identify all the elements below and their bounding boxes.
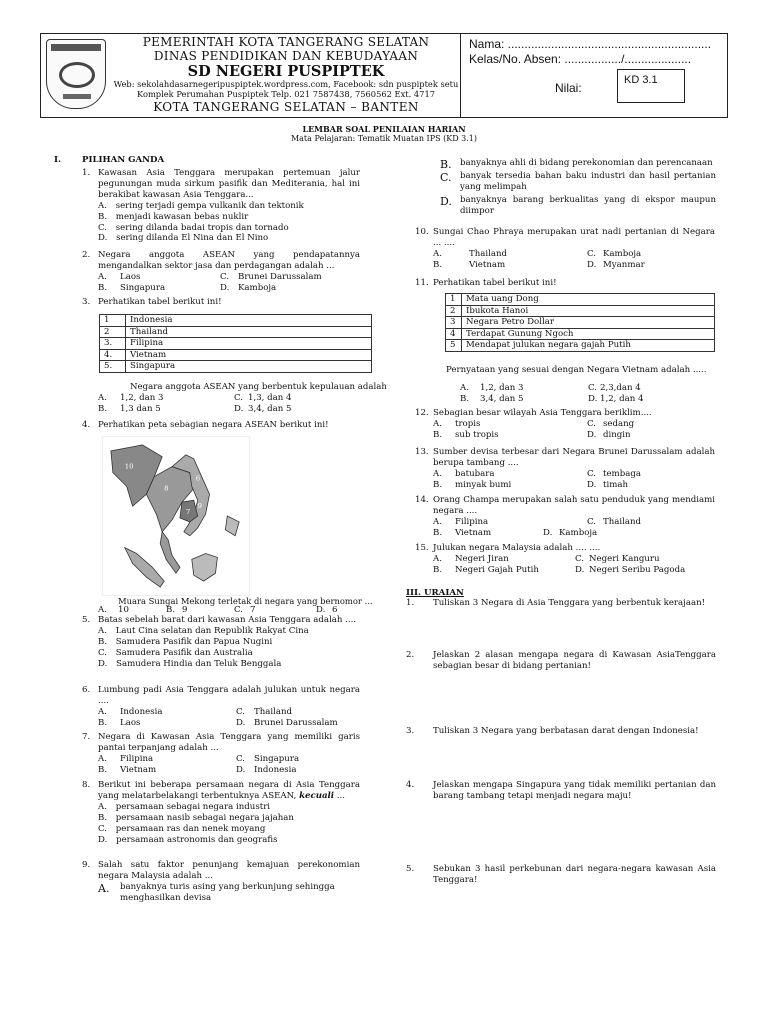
school-web: Web: sekolahdasarnegeripuspiptek.wordpress.com, Facebook: sdn puspiptek setu (113, 79, 459, 90)
option-b[interactable]: 1,3 dan 5 (120, 404, 161, 414)
map-label: 7 (185, 508, 191, 517)
q-text: Jelaskan 2 alasan mengapa negara di Kawasan AsiaTenggara sebagian besar di bidang pertanian! (433, 650, 716, 671)
option-a[interactable]: sering terjadi gempa vulkanik dan tektonik (115, 200, 304, 211)
q-text: Tuliskan 3 Negara yang berbatasan darat dengan Indonesia! (433, 726, 699, 736)
question-8: 8. Berikut ini beberapa persamaan negara di Asia Tenggara yang melatarbelakangi terbentuknya ASEAN, kecuali ... A. persamaan sebagai negara industri B. persamaan nasib sebagai negara jajahan C. persamaan ras dan nenek moyang D. persamaan astronomis dan geografis (82, 780, 360, 845)
dept-name: DINAS PENDIDIKAN DAN KEBUDAYAAN (153, 48, 419, 63)
question-14: 14. Orang Champa merupakan salah satu penduduk yang mendiami negara .... A. Filipina C. Thailand B. Vietnam D. Kamboja (415, 495, 715, 538)
student-info (461, 34, 727, 117)
option-d[interactable]: 3,4, dan 5 (248, 404, 292, 414)
option-a[interactable]: Indonesia (120, 706, 163, 717)
score-label: Nilai: (555, 81, 582, 95)
option-b[interactable]: 9 (182, 605, 188, 615)
option-d[interactable]: timah (603, 479, 629, 490)
question-11: 11. Perhatikan tabel berikut ini! (415, 278, 715, 289)
option-c[interactable]: Kamboja (603, 248, 642, 259)
question-5: 5. Batas sebelah barat dari kawasan Asia Tenggara adalah .... A. Laut Cina selatan dan Republik Rakyat Cina B. Samudera Pasifik dan Papua Nugini C. Samudera Pasifik dan Australia D. Samudera Hindia dan Teluk Benggala (82, 615, 360, 670)
map-label: 10 (124, 462, 134, 471)
q-text: Sungai Chao Phraya merupakan urat nadi pertanian di Negara ... .... (433, 227, 715, 248)
option-c[interactable]: 1,3, dan 4 (248, 393, 292, 403)
q-text: Salah satu faktor penunjang kemajuan perekonomian negara Malaysia adalah ... (98, 860, 360, 881)
option-c[interactable]: Negeri Kanguru (589, 553, 660, 564)
question-2: 2. Negara anggota ASEAN yang pendapatannya mengandalkan sektor jasa dan perdagangan adalah ... A. Laos C. Brunei Darussalam B. Singapura D. Kamboja (82, 250, 360, 293)
q-text: Jelaskan mengapa Singapura yang tidak memiliki pertanian dan barang tambang tetapi menjadi negara maju! (433, 780, 716, 801)
q-text: Sebagian besar wilayah Asia Tenggara beriklim.... (433, 408, 652, 418)
school-identity (41, 34, 461, 117)
asean-map (102, 436, 250, 596)
table-caption: Pernyataan yang sesuai dengan Negara Vietnam adalah ..... (446, 365, 707, 375)
option-a[interactable]: 1,2, dan 3 (120, 393, 164, 403)
question-1: 1. Kawasan Asia Tenggara merupakan pertemuan jalur pegunungan muda sirkum pasifik dan Mediterania, hal ini berakibat kawasan Asia Tenggara... A. sering terjadi gempa vulkanik dan tektonik B. menjadi kawasan bebas nuklir C. sering dilanda badai tropis dan tornado D. sering dilanda El Nina dan El Nino (82, 168, 360, 244)
section-number: I. (54, 155, 62, 165)
q-text: Berikut ini beberapa persamaan negara di Asia Tenggara yang melatarbelakangi terbentuknya ASEAN, kecuali ... (98, 780, 360, 801)
option-b[interactable]: sub tropis (455, 429, 499, 440)
option-d[interactable]: 6 (332, 605, 338, 615)
option-c[interactable]: persamaan ras dan nenek moyang (115, 823, 266, 834)
option-c[interactable]: banyak tersedia bahan baku industri dan hasil pertanian yang melimpah (460, 170, 716, 192)
option-c[interactable]: Samudera Pasifik dan Australia (115, 647, 253, 658)
option-c[interactable]: Brunei Darussalam (238, 271, 322, 282)
option-a[interactable]: Filipina (120, 753, 154, 764)
option-c[interactable]: Thailand (603, 516, 642, 527)
q-number: 1. (82, 168, 91, 178)
option-d[interactable]: Samudera Hindia dan Teluk Benggala (116, 658, 282, 669)
option-b[interactable]: Laos (120, 717, 141, 728)
kd-box: KD 3.1 (617, 69, 685, 103)
option-b[interactable]: Vietnam (120, 764, 157, 775)
letterhead (40, 33, 728, 118)
map-region (192, 553, 218, 581)
option-d[interactable]: Kamboja (238, 282, 277, 293)
question-9: 9. Salah satu faktor penunjang kemajuan perekonomian negara Malaysia adalah ... A. banyaknya turis asing yang berkunjung sehingga menghasilkan devisa (82, 860, 360, 903)
option-b[interactable]: Singapura (120, 282, 166, 293)
option-b[interactable]: Negeri Gajah Putih (455, 564, 539, 575)
city-logo (46, 39, 106, 109)
option-c[interactable]: Thailand (254, 706, 293, 717)
option-a[interactable]: 10 (118, 605, 129, 615)
map-label: 9 (197, 502, 203, 511)
option-a[interactable]: Thailand (469, 248, 508, 259)
option-a[interactable]: Filipina (455, 516, 489, 527)
essay-5: 5. Sebukan 3 hasil perkebunan dari negara-negara kawasan Asia Tenggara! (406, 864, 716, 885)
school-name: SD NEGERI PUSPIPTEK (187, 62, 385, 80)
q-text: Tuliskan 3 Negara di Asia Tenggara yang berbentuk kerajaan! (433, 598, 706, 608)
option-c[interactable]: 2,3,dan 4 (600, 383, 641, 393)
question-12: 12. Sebagian besar wilayah Asia Tenggara beriklim.... A. tropis C. sedang B. sub tropis D. dingin (415, 408, 715, 441)
essay-1: 1. Tuliskan 3 Negara di Asia Tenggara yang berbentuk kerajaan! (406, 598, 716, 609)
section-title: PILIHAN GANDA (82, 155, 165, 165)
table-caption: Negara anggota ASEAN yang berbentuk kepulauan adalah (130, 382, 387, 392)
option-b[interactable]: menjadi kawasan bebas nuklir (115, 211, 249, 222)
q-text: Orang Champa merupakan salah satu penduduk yang mendiami negara .... (433, 495, 715, 516)
q-text: Batas sebelah barat dari kawasan Asia Tenggara adalah .... (98, 615, 357, 625)
logo-base (63, 94, 91, 99)
option-c[interactable]: tembaga (603, 468, 641, 479)
sheet-title: LEMBAR SOAL PENILAIAN HARIAN (302, 124, 466, 134)
question-13: 13. Sumber devisa terbesar dari Negara Brunei Darussalam adalah berupa tambang .... A. batubara C. tembaga B. minyak bumi D. timah (415, 447, 715, 490)
q-text: Sebukan 3 hasil perkebunan dari negara-negara kawasan Asia Tenggara! (433, 864, 716, 885)
map-label: 8 (164, 484, 169, 493)
option-a[interactable]: persamaan sebagai negara industri (115, 801, 271, 812)
option-c[interactable]: 7 (250, 605, 256, 615)
question-3: 3. Perhatikan tabel berikut ini! (82, 297, 360, 308)
gov-name: PEMERINTAH KOTA TANGERANG SELATAN (142, 35, 430, 49)
option-d[interactable]: Indonesia (254, 764, 297, 775)
option-a[interactable]: 1,2, dan 3 (480, 383, 524, 393)
q11-options: A. 1,2, dan 3 C. 2,3,dan 4 B. 3,4, dan 5 D. 1,2, dan 4 (460, 383, 644, 404)
map-region (160, 532, 180, 573)
q-text: Perhatikan tabel berikut ini! (98, 297, 222, 307)
essay-2: 2. Jelaskan 2 alasan mengapa negara di Kawasan AsiaTenggara sebagian besar di bidang pertanian! (406, 650, 716, 671)
essay-section-title: III. URAIAN (406, 588, 464, 598)
option-d[interactable]: Brunei Darussalam (254, 717, 338, 728)
q-text: Sumber devisa terbesar dari Negara Brunei Darussalam adalah berupa tambang .... (433, 447, 715, 468)
q-text: Negara di Kawasan Asia Tenggara yang memiliki garis pantai terpanjang adalah ... (98, 732, 360, 753)
school-city: KOTA TANGERANG SELATAN – BANTEN (153, 100, 419, 115)
option-d[interactable]: persamaan astronomis dan geografis (116, 834, 278, 845)
logo-emblem (59, 62, 95, 88)
option-d[interactable]: Kamboja (559, 527, 598, 538)
option-d[interactable]: 1,2, dan 4 (600, 394, 644, 404)
logo-banner (51, 44, 101, 51)
question-6: 6. Lumbung padi Asia Tenggara adalah julukan untuk negara .... A. Indonesia C. Thailand B. Laos D. Brunei Darussalam (82, 685, 360, 728)
essay-3: 3. Tuliskan 3 Negara yang berbatasan darat dengan Indonesia! (406, 726, 716, 737)
name-field[interactable]: Nama: ............................................................. (469, 37, 712, 51)
option-d[interactable]: Negeri Seribu Pagoda (589, 564, 686, 575)
map-region (125, 548, 164, 587)
q-text: Julukan negara Malaysia adalah .... .... (433, 543, 601, 553)
q-text: Kawasan Asia Tenggara merupakan pertemuan jalur pegunungan muda sirkum pasifik dan Mediterania, hal ini berakibat kawasan Asia Tenggara... (98, 168, 360, 200)
option-b[interactable]: minyak bumi (455, 479, 512, 490)
map-label: 6 (195, 474, 201, 483)
q-text: Perhatikan peta sebagian negara ASEAN berikut ini! (98, 420, 329, 430)
option-b[interactable]: Samudera Pasifik dan Papua Nugini (115, 636, 273, 647)
option-d[interactable]: sering dilanda El Nina dan El Nino (116, 233, 269, 244)
option-c[interactable]: Singapura (254, 753, 300, 764)
sheet-subtitle: Mata Pelajaran: Tematik Muatan IPS (KD 3.1) (290, 134, 478, 143)
option-d[interactable]: Myanmar (603, 259, 645, 270)
q-text: Negara anggota ASEAN yang pendapatannya mengandalkan sektor jasa dan perdagangan adalah ... (98, 250, 360, 271)
option-b[interactable]: persamaan nasib sebagai negara jajahan (115, 812, 294, 823)
question-9-continued: B. banyaknya ahli di bidang perekonomian dan perencanaan C. banyak tersedia bahan baku industri dan hasil pertanian yang melimpah D. banyaknya barang berkualitas yang di ekspor maupun diimpor (440, 158, 716, 216)
option-a[interactable]: banyaknya turis asing yang berkunjung sehingga menghasilkan devisa (120, 881, 335, 903)
option-d[interactable]: dingin (603, 429, 631, 440)
map-caption: Muara Sungai Mekong terletak di negara yang bernomor ... (118, 596, 373, 606)
option-a[interactable]: tropis (455, 418, 481, 429)
question-10: 10. Sungai Chao Phraya merupakan urat nadi pertanian di Negara ... .... A. Thailand C. Kamboja B. Vietnam D. Myanmar (415, 227, 715, 270)
option-a[interactable]: Laut Cina selatan dan Republik Rakyat Cina (115, 625, 309, 636)
option-a[interactable]: Negeri Jiran (455, 553, 509, 564)
question-7: 7. Negara di Kawasan Asia Tenggara yang memiliki garis pantai terpanjang adalah ... A. Filipina C. Singapura B. Vietnam D. Indonesia (82, 732, 360, 775)
question-4: 4. Perhatikan peta sebagian negara ASEAN berikut ini! (82, 420, 360, 431)
question-15: 15. Julukan negara Malaysia adalah .... .... A. Negeri Jiran C. Negeri Kanguru B. Negeri Gajah Putih D. Negeri Seribu Pagoda (415, 543, 715, 576)
q-text: Perhatikan tabel berikut ini! (433, 278, 557, 288)
option-b[interactable]: Vietnam (469, 259, 506, 270)
option-c[interactable]: sedang (603, 418, 635, 429)
country-table: 1 Indonesia 2 Thailand 3. Filipina 4. Vietnam 5. Singapura (99, 314, 372, 373)
q4-options: A. 10 B. 9 C. 7 D. 6 (98, 605, 338, 615)
q-text: Lumbung padi Asia Tenggara adalah julukan untuk negara .... (98, 685, 360, 706)
option-d[interactable]: banyaknya barang berkualitas yang di ekspor maupun diimpor (460, 194, 716, 216)
option-b[interactable]: 3,4, dan 5 (480, 394, 524, 404)
class-field[interactable]: Kelas/No. Absen: ................./.................... (469, 52, 692, 66)
option-a[interactable]: batubara (455, 468, 495, 479)
map-region (225, 516, 239, 536)
option-c[interactable]: sering dilanda badai tropis dan tornado (115, 222, 289, 233)
option-b[interactable]: banyaknya ahli di bidang perekonomian dan perencanaan (460, 158, 713, 168)
essay-4: 4. Jelaskan mengapa Singapura yang tidak memiliki pertanian dan barang tambang tetapi menjadi negara maju! (406, 780, 716, 801)
q3-options: A. 1,2, dan 3 C. 1,3, dan 4 B. 1,3 dan 5 D. 3,4, dan 5 (98, 393, 292, 414)
option-a[interactable]: Laos (120, 271, 141, 282)
school-address: Komplek Perumahan Puspiptek Telp. 021 7587438, 7560562 Ext. 4717 (136, 88, 436, 99)
option-b[interactable]: Vietnam (455, 527, 492, 538)
vietnam-table: 1 Mata uang Dong 2 Ibukota Hanoi 3 Negara Petro Dollar 4 Terdapat Gunung Ngoch 5 Mendapat julukan negara gajah Putih (445, 293, 715, 352)
